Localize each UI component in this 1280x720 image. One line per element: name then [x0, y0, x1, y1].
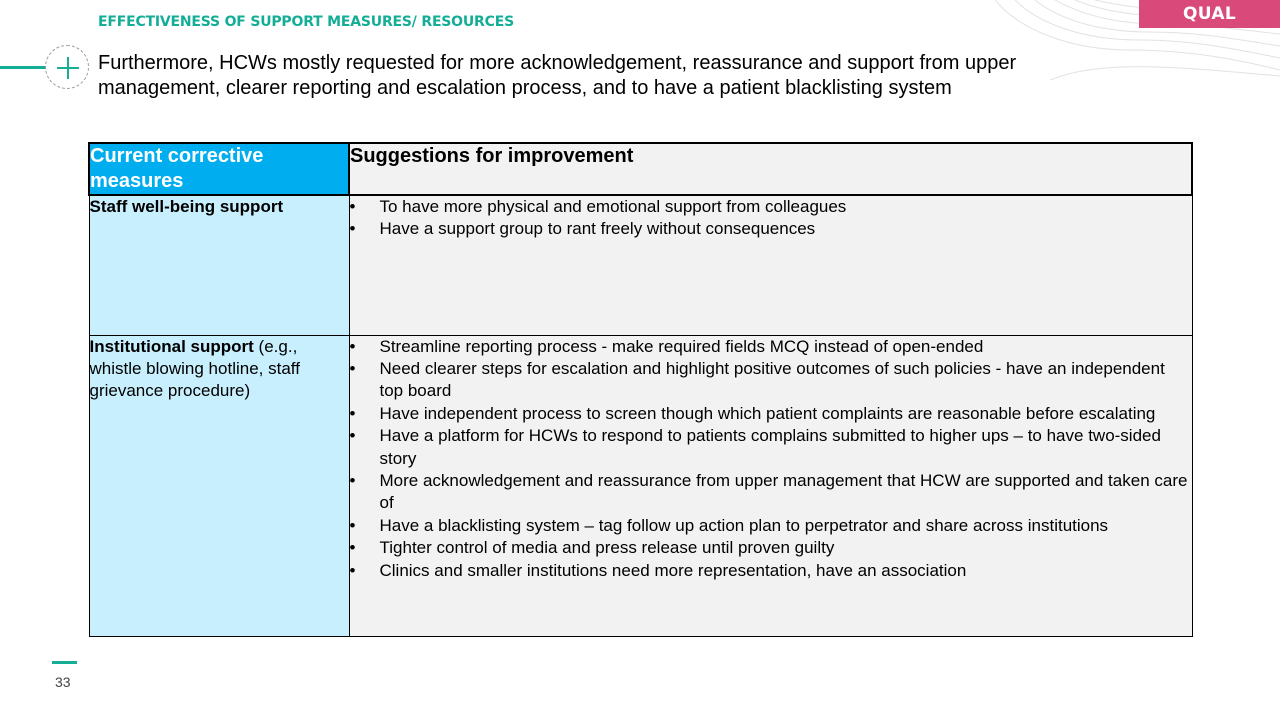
- list-item: • Clinics and smaller institutions need more representation, have an association: [350, 560, 1192, 582]
- suggestion-list: [350, 196, 1192, 241]
- list-item: • To have more physical and emotional support from colleagues: [350, 196, 1192, 218]
- list-item: • More acknowledgement and reassurance from upper management that HCW are supported and taken care of: [350, 470, 1192, 515]
- measure-detail: (e.g., whistle blowing hotline, staff grievance procedure): [89, 336, 300, 400]
- list-item: • Tighter control of media and press release until proven guilty: [350, 537, 1192, 559]
- section-title: EFFECTIVENESS OF SUPPORT MEASURES/ RESOURCES: [98, 14, 514, 30]
- measures-table: [88, 142, 1193, 637]
- list-item: • Have a platform for HCWs to respond to patients complains submitted to higher ups – to have two-sided story: [350, 425, 1192, 470]
- headline: Furthermore, HCWs mostly requested for more acknowledgement, reassurance and support from upper management, clearer reporting and escalation process, and to have a patient blacklisting system: [98, 52, 1017, 99]
- measure-cell: [89, 195, 349, 335]
- header-current-measures: Current corrective measures: [89, 143, 349, 195]
- qual-badge: QUAL: [1139, 0, 1280, 28]
- footer-accent-line: [52, 661, 77, 664]
- page-number: 33: [55, 674, 71, 690]
- list-item: • Streamline reporting process - make required fields MCQ instead of open-ended: [350, 336, 1192, 358]
- suggestions-cell: [349, 335, 1192, 636]
- table-row: [89, 195, 1192, 335]
- measure-title: Staff well-being support: [89, 197, 284, 216]
- list-item: • Have a blacklisting system – tag follow up action plan to perpetrator and share across institutions: [350, 515, 1192, 537]
- list-item: • Have independent process to screen though which patient complaints are reasonable before escalating: [350, 403, 1192, 425]
- accent-line: [0, 66, 46, 69]
- table-row: [89, 335, 1192, 636]
- suggestion-list: [350, 336, 1192, 582]
- list-item: • Need clearer steps for escalation and highlight positive outcomes of such policies - have an independent top board: [350, 358, 1192, 403]
- measure-title: Institutional support: [89, 336, 254, 356]
- plus-circle-icon: [45, 45, 89, 89]
- header-suggestions: Suggestions for improvement: [349, 143, 1192, 195]
- suggestions-cell: [349, 195, 1192, 335]
- measure-cell: [89, 335, 349, 636]
- table-header-row: [89, 143, 1192, 195]
- list-item: • Have a support group to rant freely without consequences: [350, 218, 1192, 240]
